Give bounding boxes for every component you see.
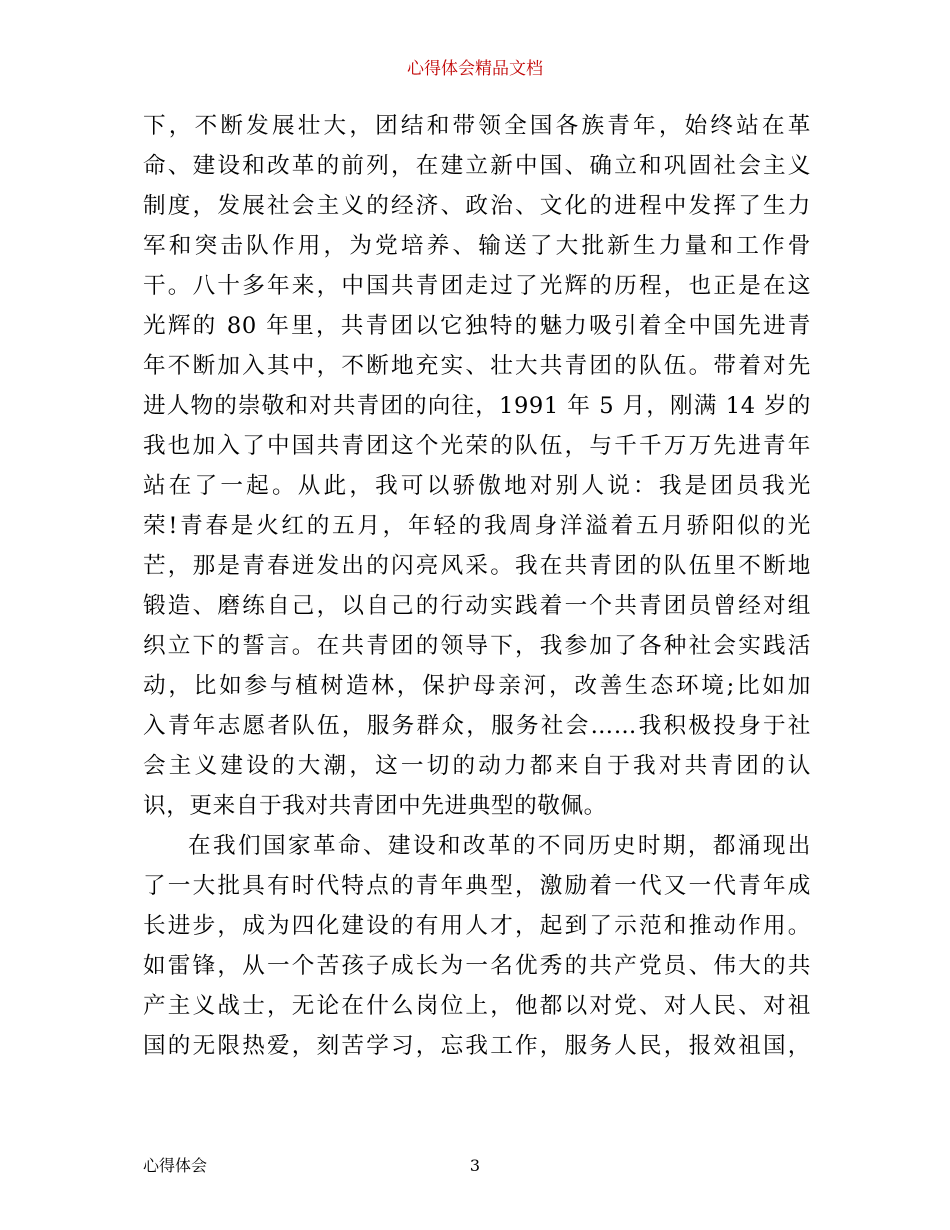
text-line: 制度，发展社会主义的经济、政治、文化的进程中发挥了生力	[143, 193, 811, 219]
text-line: 入青年志愿者队伍，服务群众，服务社会……我积极投身于社	[143, 713, 811, 739]
text-line: 站在了一起。从此，我可以骄傲地对别人说：我是团员我光	[143, 473, 811, 499]
text-line: 产主义战士，无论在什么岗位上，他都以对党、对人民、对祖	[143, 993, 811, 1019]
text-line: 我也加入了中国共青团这个光荣的队伍，与千千万万先进青年	[143, 433, 811, 459]
page-header-title: 心得体会精品文档	[407, 59, 543, 79]
text-line: 年不断加入其中，不断地充实、壮大共青团的队伍。带着对先	[143, 353, 811, 379]
text-line: 进人物的崇敬和对共青团的向往，1991 年 5 月，刚满 14 岁的	[143, 393, 811, 419]
text-line: 军和突击队作用，为党培养、输送了大批新生力量和工作骨	[143, 233, 811, 259]
text-line: 芒，那是青春迸发出的闪亮风采。我在共青团的队伍里不断地	[143, 553, 811, 579]
text-line: 命、建设和改革的前列，在建立新中国、确立和巩固社会主义	[143, 153, 811, 179]
text-line: 长进步，成为四化建设的有用人才，起到了示范和推动作用。	[143, 913, 811, 939]
text-line: 织立下的誓言。在共青团的领导下，我参加了各种社会实践活	[143, 633, 811, 659]
paragraph-1	[143, 106, 811, 826]
text-line: 在我们国家革命、建设和改革的不同历史时期，都涌现出	[188, 833, 811, 859]
text-line: 锻造、磨练自己，以自己的行动实践着一个共青团员曾经对组	[143, 593, 811, 619]
paragraph-2	[143, 826, 811, 1066]
text-line: 国的无限热爱，刻苦学习，忘我工作，服务人民，报效祖国，	[143, 1033, 811, 1059]
text-line: 识，更来自于我对共青团中先进典型的敬佩。	[143, 793, 607, 819]
page-number: 3	[469, 1156, 481, 1175]
document-body	[143, 106, 811, 1066]
text-line: 会主义建设的大潮，这一切的动力都来自于我对共青团的认	[143, 753, 811, 779]
text-line: 如雷锋，从一个苦孩子成长为一名优秀的共产党员、伟大的共	[143, 953, 811, 979]
text-line: 光辉的 80 年里，共青团以它独特的魅力吸引着全中国先进青	[143, 313, 811, 339]
text-line: 动，比如参与植树造林，保护母亲河，改善生态环境;比如加	[143, 673, 811, 699]
text-line: 干。八十多年来，中国共青团走过了光辉的历程，也正是在这	[143, 273, 811, 299]
text-line: 了一大批具有时代特点的青年典型，激励着一代又一代青年成	[143, 873, 811, 899]
text-line: 荣!青春是火红的五月，年轻的我周身洋溢着五月骄阳似的光	[143, 513, 811, 539]
footer-label: 心得体会	[143, 1156, 208, 1175]
text-line: 下，不断发展壮大，团结和带领全国各族青年，始终站在革	[143, 113, 811, 139]
